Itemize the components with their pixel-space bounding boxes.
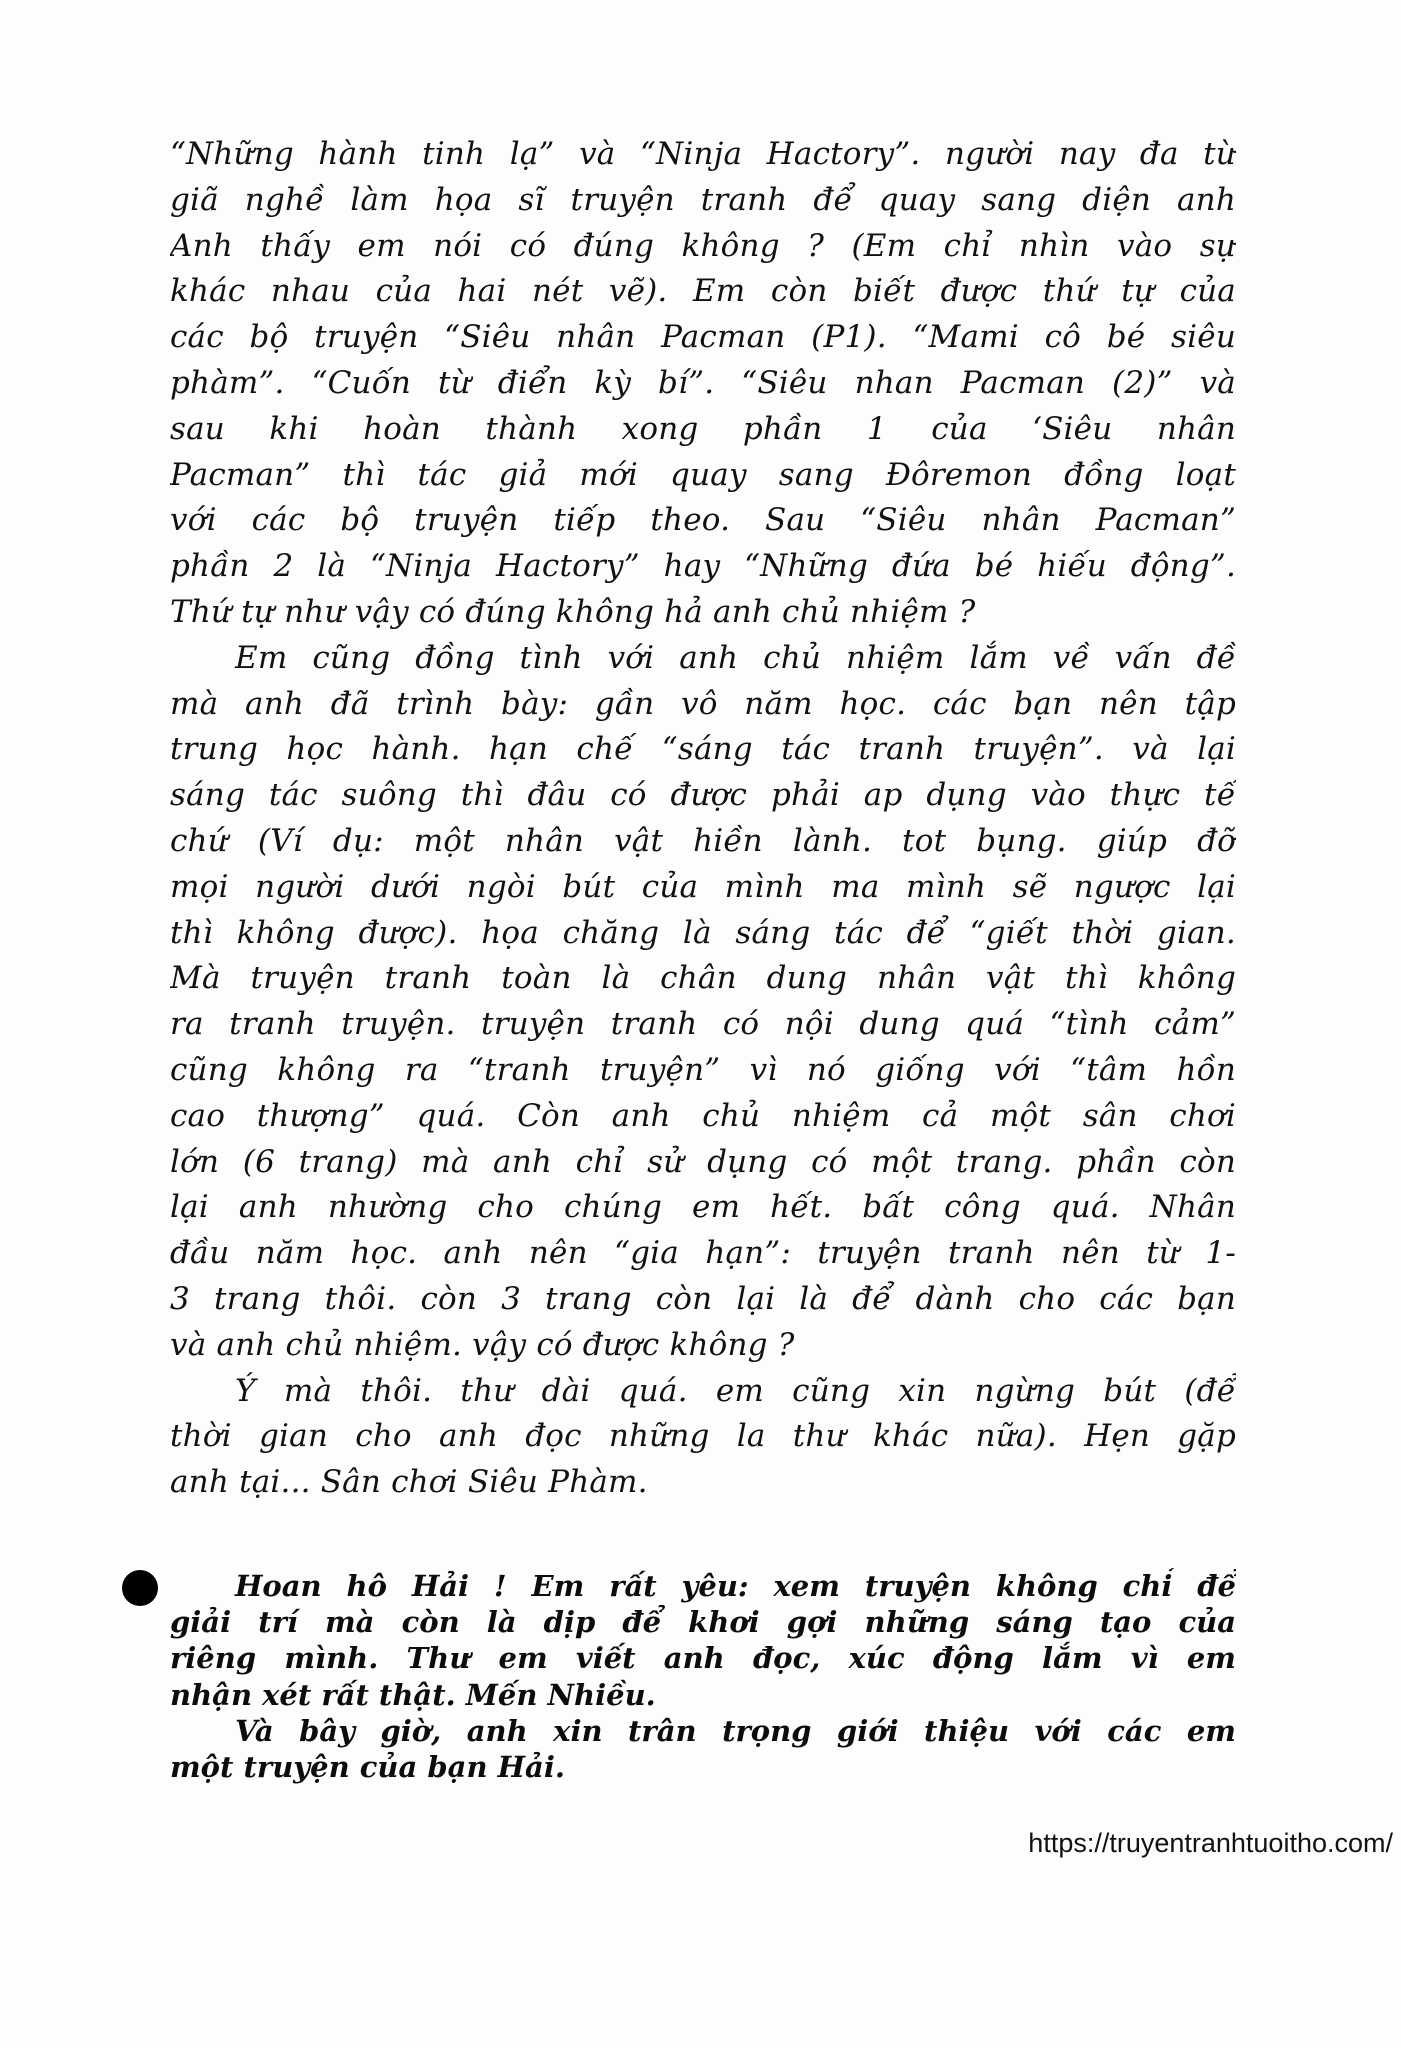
text-line: sáng tác suông thì đâu có được phải ap dụng vào thực tế xyxy=(170,777,1236,814)
text-line: Hoan hô Hải ! Em rất yêu: xem truyện không chỉ để xyxy=(235,1569,1236,1603)
text-line: mà anh đã trình bày: gần vô năm học. các bạn nên tập xyxy=(170,685,1236,722)
letter-paragraph-2 xyxy=(170,636,1236,1369)
text-line: Ý mà thôi. thư dài quá. em cũng xin ngừng bút (để xyxy=(235,1372,1236,1409)
text-line: sau khi hoàn thành xong phần 1 của ‘Siêu nhân xyxy=(170,410,1236,447)
text-line: nhận xét rất thật. Mến Nhiều. xyxy=(170,1677,656,1712)
text-line: Thứ tự như vậy có đúng không hả anh chủ nhiệm ? xyxy=(170,593,976,630)
text-line: một truyện của bạn Hải. xyxy=(170,1750,565,1785)
letter-paragraph-1 xyxy=(170,132,1236,636)
text-line: với các bộ truyện tiếp theo. Sau “Siêu nhân Pacman” xyxy=(170,502,1236,539)
text-line: và anh chủ nhiệm. vậy có được không ? xyxy=(170,1326,795,1363)
reader-letter xyxy=(170,132,1236,1506)
text-line: chứ (Ví dụ: một nhân vật hiền lành. tot bụng. giúp đỡ xyxy=(170,822,1236,859)
text-line: Mà truyện tranh toàn là chân dung nhân vật thì không xyxy=(170,960,1236,997)
reply-paragraph-2 xyxy=(170,1713,1236,1785)
text-line: giã nghề làm họa sĩ truyện tranh để quay sang diện anh xyxy=(170,181,1236,218)
text-line: lại anh nhường cho chúng em hết. bất công quá. Nhân xyxy=(170,1189,1236,1226)
text-line: trung học hành. hạn chế “sáng tác tranh truyện”. và lại xyxy=(170,731,1236,768)
text-line: 3 trang thôi. còn 3 trang còn lại là để dành cho các bạn xyxy=(170,1280,1236,1317)
text-line: Em cũng đồng tình với anh chủ nhiệm lắm về vấn đề xyxy=(235,639,1236,676)
text-line: phàm”. “Cuốn từ điển kỳ bí”. “Siêu nhan Pacman (2)” và xyxy=(170,364,1236,401)
text-line: Và bây giờ, anh xin trân trọng giới thiệu với các em xyxy=(235,1713,1236,1748)
text-line: khác nhau của hai nét vẽ). Em còn biết được thứ tự của xyxy=(170,273,1236,310)
text-line: lớn (6 trang) mà anh chỉ sử dụng có một trang. phần còn xyxy=(170,1143,1236,1180)
text-line: đầu năm học. anh nên “gia hạn”: truyện tranh nên từ 1- xyxy=(170,1235,1236,1272)
reply-paragraph-1 xyxy=(170,1568,1236,1713)
text-line: anh tại... Sân chơi Siêu Phàm. xyxy=(170,1464,648,1501)
text-line: cũng không ra “tranh truyện” vì nó giống với “tâm hồn xyxy=(170,1051,1236,1088)
text-line: Anh thấy em nói có đúng không ? (Em chỉ nhìn vào sự xyxy=(170,227,1236,264)
bullet-icon xyxy=(122,1570,158,1606)
text-line: cao thượng” quá. Còn anh chủ nhiệm cả một sân chơi xyxy=(170,1097,1236,1134)
editor-reply xyxy=(170,1568,1236,1785)
text-line: thì không được). họa chăng là sáng tác để “giết thời gian. xyxy=(170,914,1236,951)
text-line: riêng mình. Thư em viết anh đọc, xúc động lắm vì em xyxy=(170,1641,1236,1676)
text-line: thời gian cho anh đọc những la thư khác nữa). Hẹn gặp xyxy=(170,1418,1236,1455)
text-line: ra tranh truyện. truyện tranh có nội dung quá “tình cảm” xyxy=(170,1006,1236,1043)
letter-paragraph-3 xyxy=(170,1369,1236,1506)
text-line: “Những hành tinh lạ” và “Ninja Hactory”. người nay đa từ xyxy=(170,136,1236,172)
watermark-url[interactable]: https://truyentranhtuoitho.com/ xyxy=(1028,1828,1393,1858)
text-line: Pacman” thì tác giả mới quay sang Đôremon đồng loạt xyxy=(170,456,1236,493)
text-line: phần 2 là “Ninja Hactory” hay “Những đứa bé hiếu động”. xyxy=(170,548,1236,585)
text-line: mọi người dưới ngòi bút của mình ma mình sẽ ngược lại xyxy=(170,868,1236,905)
text-line: giải trí mà còn là dịp để khơi gợi những sáng tạo của xyxy=(170,1605,1236,1640)
text-line: các bộ truyện “Siêu nhân Pacman (P1). “Mami cô bé siêu xyxy=(170,319,1236,356)
